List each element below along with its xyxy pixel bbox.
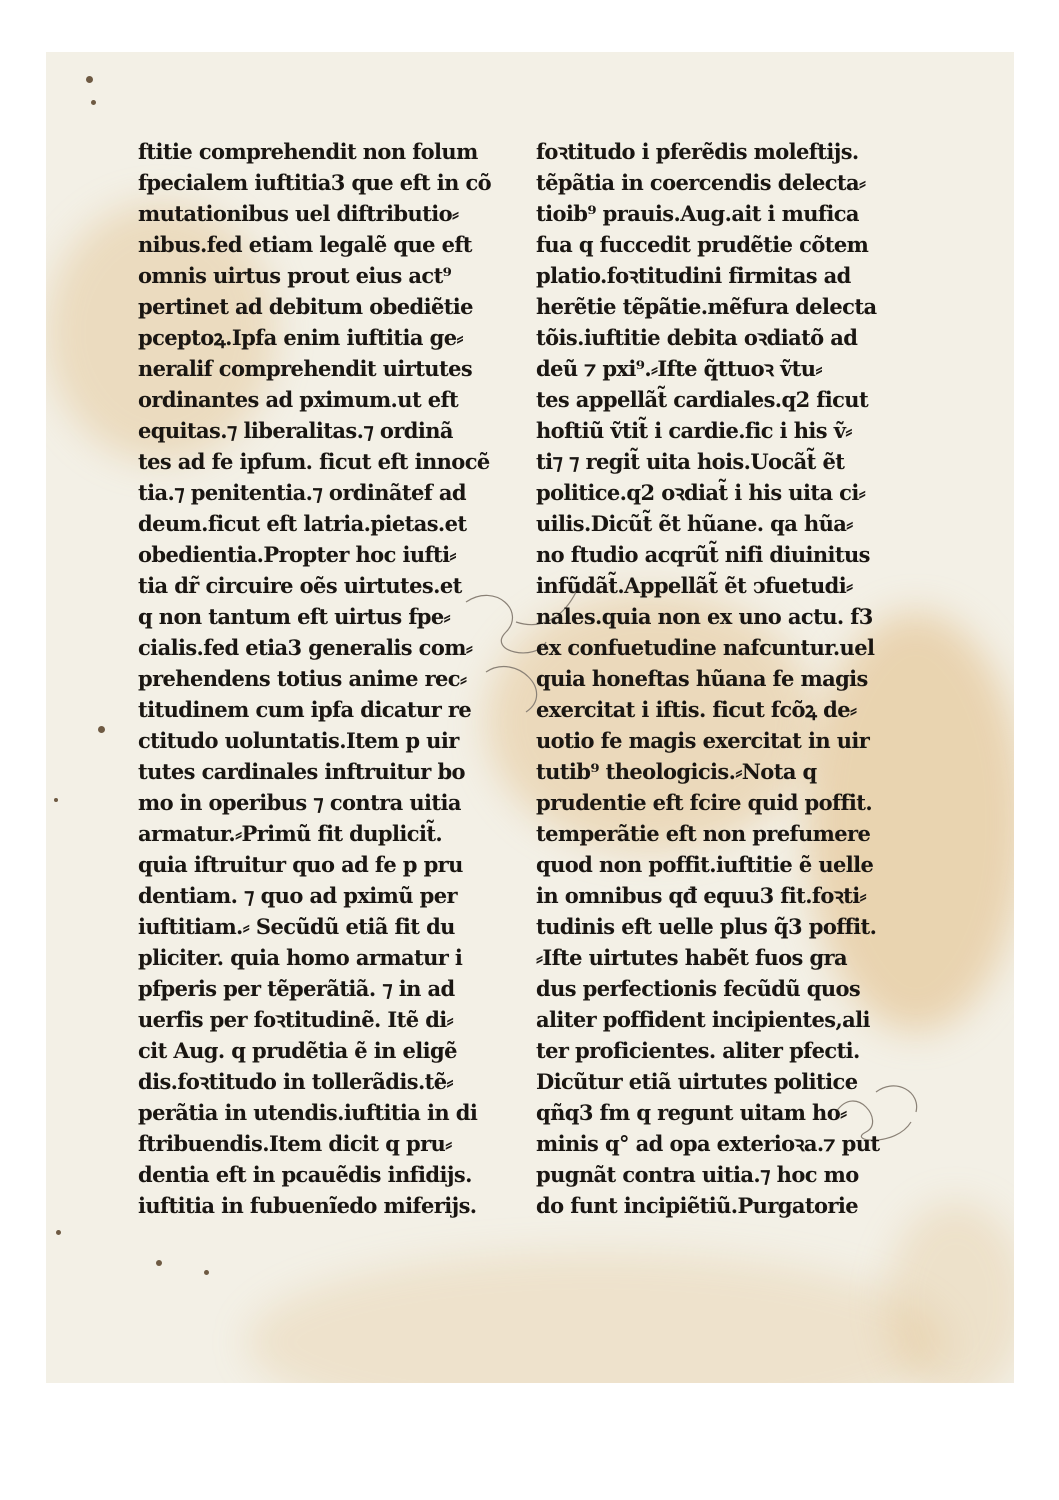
text-line: fua q fuccedit prudẽtie cõtem: [536, 232, 869, 257]
text-line: dentia eft in pcauẽdis infidijs.: [138, 1162, 472, 1187]
text-line: uotio fe magis exercitat in uir: [536, 728, 870, 753]
text-line: uilis.Dicũt̃ ẽt hũane. qa hũa⸗: [536, 511, 853, 536]
text-line: tes ad fe ipfum. ficut eft innocẽ: [138, 449, 490, 474]
manuscript-leaf: [46, 52, 1014, 1383]
text-line: politice.q2 oꝛdiat̃ i his uita ci⸗: [536, 480, 866, 505]
text-line: temperãtie eft non prefumere: [536, 821, 871, 846]
text-line: iuftitia in fubuenĩedo miferijs.: [138, 1193, 477, 1218]
text-line: infũdãt̃.Appellãt̃ ẽt ↄfuetudi⸗: [536, 573, 853, 598]
text-line: ti⁊ ⁊ regit̃ uita hois.Uocãt̃ ẽt: [536, 449, 845, 474]
text-line: nales.quia non ex uno actu. f3: [536, 604, 873, 629]
text-line: aliter poffident incipientes,ali: [536, 1007, 870, 1032]
text-line: tõis.iuftitie debita oꝛdiatõ ad: [536, 325, 858, 350]
text-line: cit Aug. q prudẽtia ẽ in eligẽ: [138, 1038, 457, 1063]
text-line: ter proficientes. aliter pfecti.: [536, 1038, 860, 1063]
text-line: exercitat i iftis. ficut fcõꝝ de⸗: [536, 697, 857, 722]
text-line: obedientia.Propter hoc iufti⸗: [138, 542, 456, 567]
text-line: cialis.fed etia3 generalis com⸗: [138, 635, 473, 660]
text-line: foꝛtitudo i pferẽdis moleftijs.: [536, 139, 859, 164]
text-line: armatur.⸗Primũ fit duplicit̃.: [138, 821, 443, 846]
ink-spot: [56, 1230, 61, 1235]
text-line: qñq3 fm q regunt uitam ho⸗: [536, 1100, 847, 1125]
text-line: ex confuetudine nafcuntur.uel: [536, 635, 875, 660]
text-line: tioib⁹ prauis.Aug.ait i mufica: [536, 201, 859, 226]
text-line: omnis uirtus prout eius act⁹: [138, 263, 452, 288]
text-line: tia dr̃ circuire oẽs uirtutes.et: [138, 573, 462, 598]
water-stain: [886, 1202, 1014, 1383]
text-line: quod non poffit.iuftitie ẽ uelle: [536, 852, 874, 877]
text-line: equitas.⁊ liberalitas.⁊ ordinã: [138, 418, 453, 443]
text-line: q non tantum eft uirtus fpe⸗: [138, 604, 451, 629]
text-line: titudinem cum ipfa dicatur re: [138, 697, 472, 722]
water-stain: [246, 1252, 946, 1383]
text-line: tutes cardinales inftruitur bo: [138, 759, 465, 784]
text-line: in omnibus qđ equu3 fit.foꝛti⸗: [536, 883, 866, 908]
text-line: pugnãt contra uitia.⁊ hoc mo: [536, 1162, 859, 1187]
text-line: fpecialem iuftitia3 que eft in cõ: [138, 170, 492, 195]
ink-spot: [86, 76, 93, 83]
text-column-right: [536, 136, 880, 1221]
text-line: prehendens totius anime rec⸗: [138, 666, 467, 691]
text-line: quia iftruitur quo ad fe p pru: [138, 852, 463, 877]
text-line: perãtia in utendis.iuftitia in di: [138, 1100, 478, 1125]
text-line: pertinet ad debitum obediẽtie: [138, 294, 473, 319]
text-line: prudentie eft fcire quid poffit.: [536, 790, 873, 815]
text-line: tudinis eft uelle plus q̃3 poffit.: [536, 914, 877, 939]
ink-spot: [156, 1260, 162, 1266]
ink-spot: [98, 726, 105, 733]
text-line: ordinantes ad pximum.ut eft: [138, 387, 459, 412]
text-line: dis.foꝛtitudo in tollerãdis.tẽ⸗: [138, 1069, 453, 1094]
text-line: deum.ficut eft latria.pietas.et: [138, 511, 467, 536]
ink-spot: [91, 100, 96, 105]
text-line: deũ ⁊ pxi⁹.⸗Ifte q̃ttuoꝛ ṽtu⸗: [536, 356, 822, 381]
text-line: ftribuendis.Item dicit q pru⸗: [138, 1131, 452, 1156]
text-line: ⸗Ifte uirtutes habẽt fuos gra: [536, 945, 848, 970]
text-line: dus perfectionis fecũdũ quos: [536, 976, 861, 1001]
text-column-left: [138, 136, 492, 1221]
text-line: tes appellãt̃ cardiales.q2 ficut: [536, 387, 869, 412]
ink-spot: [204, 1270, 209, 1275]
text-line: pfperis per tẽperãtiã. ⁊ in ad: [138, 976, 455, 1001]
text-line: iuftitiam.⸗ Secũdũ etiã fit du: [138, 914, 455, 939]
text-line: tutib⁹ theologicis.⸗Nota q: [536, 759, 817, 784]
text-line: neralif comprehendit uirtutes: [138, 356, 473, 381]
text-line: pceptoꝝ.Ipfa enim iuftitia ge⸗: [138, 325, 463, 350]
text-line: nibus.fed etiam legalẽ que eft: [138, 232, 472, 257]
text-line: pliciter. quia homo armatur i: [138, 945, 463, 970]
text-line: mutationibus uel diftributio⸗: [138, 201, 459, 226]
text-line: do funt incipiẽtiũ.Purgatorie: [536, 1193, 858, 1218]
text-line: minis q° ad opa exterioꝛa.⁊ put: [536, 1131, 880, 1156]
text-line: uerfis per foꝛtitudinẽ. Itẽ di⸗: [138, 1007, 454, 1032]
text-line: ctitudo uoluntatis.Item p uir: [138, 728, 459, 753]
text-line: hoftiũ ṽtit̃ i cardie.fic i his ṽ⸗: [536, 418, 852, 443]
text-line: Dicũtur etiã uirtutes politice: [536, 1069, 858, 1094]
text-line: herẽtie tẽpãtie.mẽfura delecta: [536, 294, 877, 319]
text-line: no ftudio acqrũt̃ nifi diuinitus: [536, 542, 870, 567]
text-line: quia honeftas hũana fe magis: [536, 666, 868, 691]
text-line: tia.⁊ penitentia.⁊ ordinãtef ad: [138, 480, 467, 505]
text-line: dentiam. ⁊ quo ad pximũ per: [138, 883, 457, 908]
text-line: mo in operibus ⁊ contra uitia: [138, 790, 461, 815]
text-line: ftitie comprehendit non folum: [138, 139, 478, 164]
text-line: tẽpãtia in coercendis delecta⸗: [536, 170, 866, 195]
text-line: platio.foꝛtitudini firmitas ad: [536, 263, 851, 288]
ink-spot: [54, 798, 58, 802]
